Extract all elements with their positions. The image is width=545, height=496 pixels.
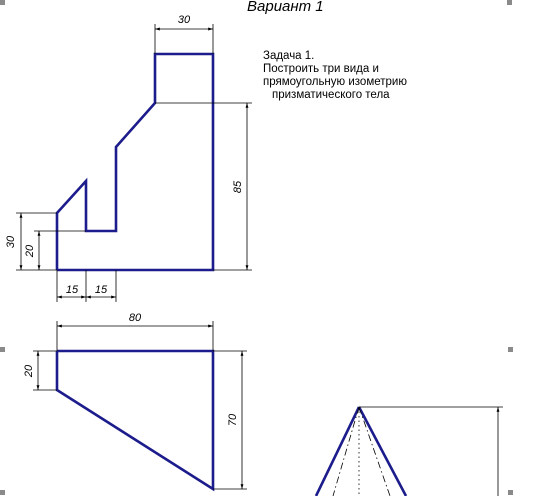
dim-label-top-20: 20 — [23, 364, 35, 378]
dim-label-left-30: 30 — [5, 235, 17, 249]
isometric-view — [316, 407, 503, 496]
selection-handle[interactable] — [0, 0, 5, 5]
task-line-1: Задача 1. — [263, 50, 315, 62]
dim-label-15-a: 15 — [65, 284, 79, 296]
selection-handle[interactable] — [508, 490, 513, 495]
top-view — [23, 312, 247, 489]
dim-label-85: 85 — [232, 180, 244, 194]
dim-label-80: 80 — [128, 312, 142, 324]
dim-label-left-20: 20 — [24, 244, 36, 258]
front-view-outline — [57, 54, 213, 270]
iso-edge-right — [359, 407, 406, 496]
iso-axis-right — [359, 407, 390, 496]
task-line-2: Построить три вида и — [263, 63, 379, 75]
dim-label-70: 70 — [227, 413, 239, 427]
task-line-4: призматического тела — [272, 89, 390, 101]
selection-handle[interactable] — [507, 0, 512, 5]
variant-title: Вариант 1 — [247, 0, 324, 15]
top-view-outline — [57, 351, 213, 489]
selection-handle[interactable] — [0, 347, 5, 352]
selection-handle[interactable] — [508, 347, 513, 352]
dim-label-15-b: 15 — [94, 284, 108, 296]
front-view — [5, 14, 252, 302]
iso-edge-left — [316, 407, 359, 496]
selection-handle[interactable] — [0, 490, 5, 495]
dim-label-top-30: 30 — [177, 14, 191, 26]
task-line-3: прямоугольную изометрию — [263, 76, 407, 88]
